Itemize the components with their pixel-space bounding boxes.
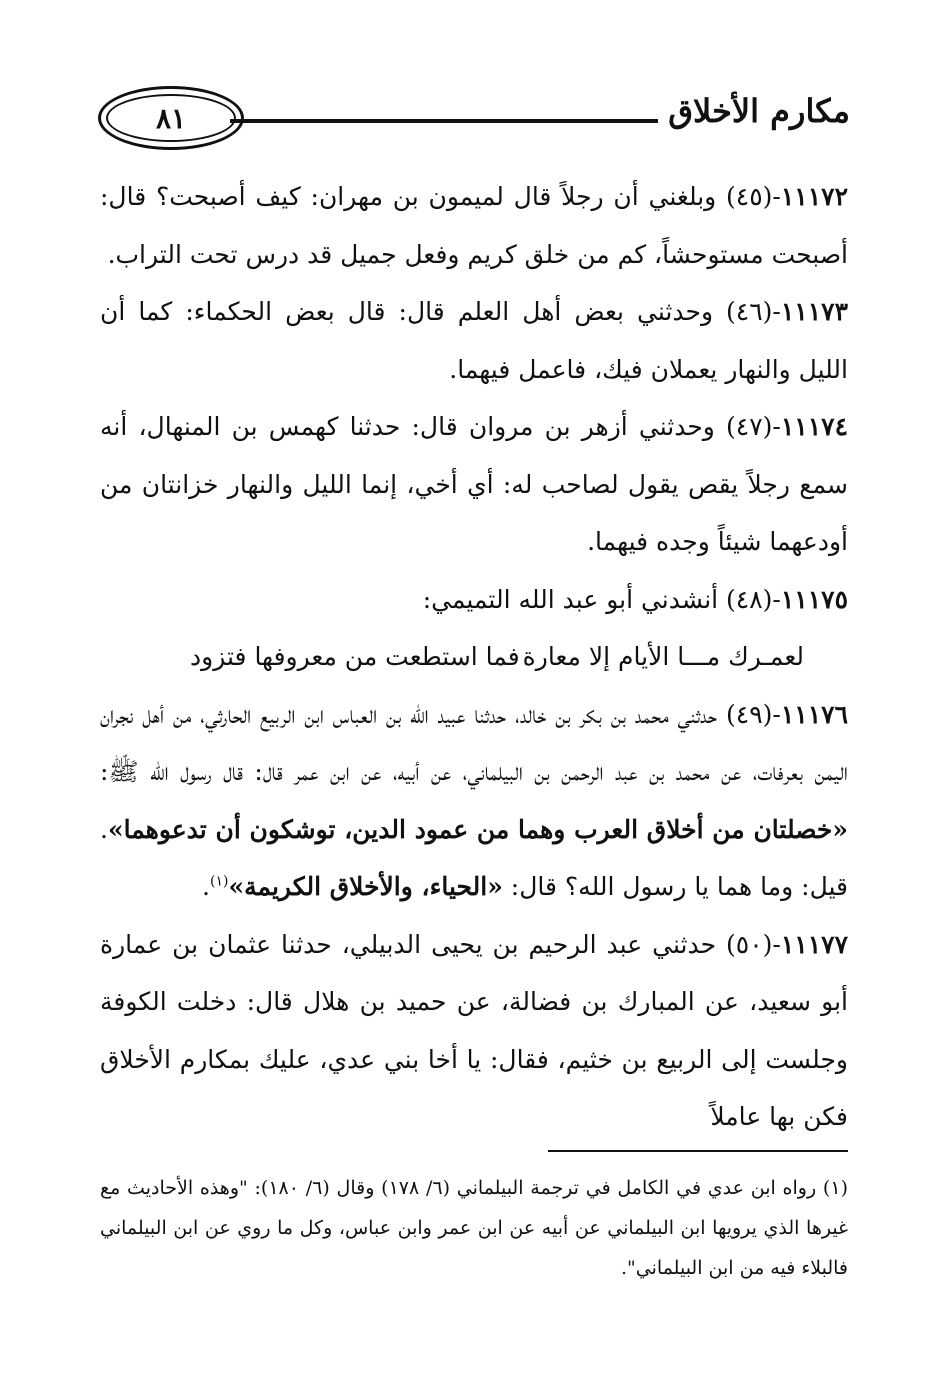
entry-number: ١١١٧٢: [780, 182, 848, 211]
footnote-text: رواه ابن عدي في الكامل في ترجمة البيلماني (٦/ ١٧٨) وقال (٦/ ١٨٠): "وهذه الأحاديث مع غيرها الذي يرويها ابن البيلماني عن أبيه عن ابن عمر وابن عباس، وكل ما روي عن ابن البيلماني فالبلاء فيه من ابن البيلماني".: [100, 1177, 848, 1279]
entry-11177: [100, 916, 848, 1146]
footnote-separator: [548, 1150, 848, 1152]
entry-text: -(٤٥) وبلغني أن رجلاً قال لميمون بن مهران: كيف أصبحت؟ قال: أصبحت مستوحشاً، كم من خلق كريم وفعل جميل قد درس تحت التراب.: [100, 182, 848, 269]
entry-text: -(٤٨) أنشدني أبو عبد الله التميمي:: [422, 584, 781, 614]
entry-number: ١١١٧٣: [780, 297, 848, 326]
entry-11174: [100, 398, 848, 571]
page-number-oval: [98, 86, 244, 150]
poem-verse: [100, 628, 848, 686]
entry-text-middle: . قيل: وما هما يا رسول الله؟ قال:: [100, 814, 848, 901]
footnote-marker: (١): [822, 1177, 848, 1199]
poem-first-hemistich: لعمـرك مـــا الأيام إلا معارة: [522, 642, 804, 671]
entry-text: -(٤٧) وحدثني أزهر بن مروان قال: حدثنا كهمس بن المنهال، أنه سمع رجلاً يقص يقول لصاحب له: أي أخي، إنما الليل والنهار خزانتان من أودعهما شيئاً وجده فيهما.: [100, 412, 848, 556]
entry-number: ١١١٧٧: [780, 929, 848, 959]
page-number: ٨١: [106, 94, 236, 142]
poem-second-hemistich: فما استطعت من معروفها فتزود: [190, 642, 520, 671]
entry-number: ١١١٧٤: [780, 412, 848, 441]
prophet-quote-1: «خصلتان من أخلاق العرب وهما من عمود الدين، توشكون أن تدعوهما»: [107, 814, 848, 844]
entry-text-before: -(٤٩) حدثني محمد بن بكر بن خالد، حدثنا عبيد الله بن العباس ابن الربيع الحارثي، من أهل نجران اليمن بعرفات، عن محمد بن عبد الرحمن بن البيلماني، عن أبيه، عن ابن عمر قال: قال رسول الله ﷺ:: [100, 699, 848, 786]
prophet-quote-2: «الحياء، والأخلاق الكريمة»: [228, 872, 503, 901]
page-header: [0, 0, 948, 160]
entry-11172: [100, 168, 848, 283]
header-rule: [230, 119, 658, 123]
entry-text-after: .: [202, 872, 210, 901]
entry-number: ١١١٧٥: [780, 584, 848, 614]
entry-11173: [100, 283, 848, 398]
entry-text: -(٤٦) وحدثني بعض أهل العلم قال: قال بعض الحكماء: كما أن الليل والنهار يعملان فيك، فاعمل فيهما.: [100, 297, 848, 384]
entry-11175: [100, 571, 848, 629]
running-title: مكارم الأخلاق: [668, 92, 850, 130]
entry-number: ١١١٧٦: [780, 699, 848, 729]
footnote-reference[interactable]: (١): [210, 873, 229, 890]
entry-text: -(٥٠) حدثني عبد الرحيم بن يحيى الدبيلي، حدثنا عثمان بن عمارة أبو سعيد، عن المبارك بن فضالة، عن حميد بن هلال قال: دخلت الكوفة وجلست إلى الربيع بن خثيم، فقال: يا أخا بني عدي، عليك بمكارم الأخلاق فكن بها عاملاً: [100, 929, 848, 1131]
footnotes: [100, 1168, 848, 1288]
main-text: [100, 168, 848, 1146]
footnote-1: [100, 1168, 848, 1288]
entry-11176: [100, 686, 848, 916]
